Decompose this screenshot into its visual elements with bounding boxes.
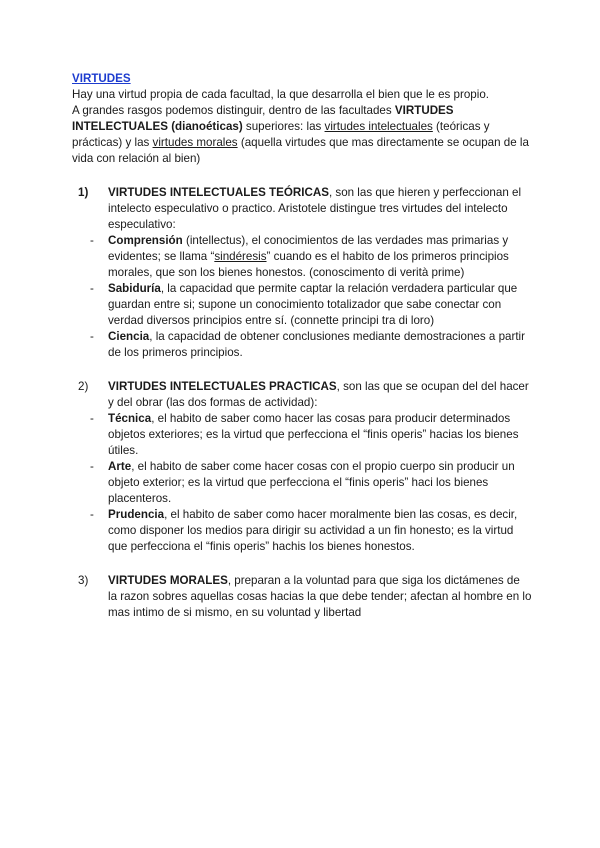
item-underlined: sindéresis <box>214 250 267 263</box>
section-title: VIRTUDES INTELECTUALES PRACTICAS <box>108 380 337 393</box>
section-heading <box>72 185 532 233</box>
section-heading <box>72 573 532 621</box>
bullet-dash: - <box>90 412 94 425</box>
intro-line-1 <box>72 87 532 103</box>
bullet-dash: - <box>90 282 94 295</box>
list-item <box>72 281 532 329</box>
section-teoricas <box>72 185 532 361</box>
item-text: , el habito de saber come hacer cosas con el propio cuerpo sin producir un objeto exterior; es la virtud que perfecciona el “finis operis” haci los bienes placenteros. <box>108 460 515 505</box>
item-term: Arte <box>108 460 132 473</box>
list-item <box>72 459 532 507</box>
intro-text: (aquella virtudes que mas directamente se ocupan de la vida con relación al bien) <box>72 136 529 165</box>
section-desc: , son las que hieren y perfeccionan el intelecto especulativo o practico. Aristotele distingue tres virtudes del intelecto especulativo: <box>108 186 522 231</box>
item-term: Comprensión <box>108 234 183 247</box>
section-number: 1) <box>78 186 89 199</box>
item-term: Técnica <box>108 412 152 425</box>
intro-text: Hay una virtud propia de cada facultad, la que desarrolla el bien que le es propio. <box>72 88 490 101</box>
intro-text: A grandes rasgos podemos distinguir, dentro de las facultades <box>72 104 395 117</box>
bullet-dash: - <box>90 330 94 343</box>
intro-text: superiores: las <box>242 120 325 133</box>
item-term: Sabiduría <box>108 282 161 295</box>
item-term: Ciencia <box>108 330 150 343</box>
item-text: , el habito de saber como hacer moralmente bien las cosas, es decir, como disponer los medios para dirigir su actividad a un fin honesto; es la virtud que perfecciona el “finis operis” hachis los bienes honestos. <box>108 508 518 553</box>
list-item <box>72 411 532 459</box>
item-text: (intellectus), el conocimientos de las verdades mas primarias y evidentes; se llama “ <box>108 234 509 263</box>
item-text: , el habito de saber como hacer las cosas para producir determinados objetos exteriores; es la virtud que perfecciona el “finis operis” hacias los bienes útiles. <box>108 412 519 457</box>
list-item <box>72 329 532 361</box>
bullet-dash: - <box>90 508 94 521</box>
section-title: VIRTUDES INTELECTUALES TEÓRICAS <box>108 186 329 199</box>
intro-link-intelectuales: virtudes intelectuales <box>324 120 433 133</box>
section-practicas <box>72 379 532 555</box>
item-text: ” cuando es el habito de los primeros principios morales, que son los bienes honestos. (conoscimento di verità prime) <box>108 250 509 279</box>
list-item <box>72 507 532 555</box>
document-title: VIRTUDES <box>72 72 131 85</box>
intro-text: (teóricas y prácticas) y las <box>72 120 490 149</box>
item-text: , la capacidad que permite captar la relación verdadera particular que guardan entre si; supone un conocimiento totalizador que sabe conectar con verdad diversos principios entre sí. (connette principi tra di loro) <box>108 282 518 327</box>
intro-term-intelectuales: VIRTUDES INTELECTUALES (dianoéticas) <box>72 104 454 133</box>
section-heading <box>72 379 532 411</box>
section-desc: , son las que se ocupan del del hacer y del obrar (las dos formas de actividad): <box>108 380 529 409</box>
section-number: 3) <box>78 574 89 587</box>
item-text: , la capacidad de obtener conclusiones mediante demostraciones a partir de los primeros principios. <box>108 330 525 359</box>
list-item <box>72 233 532 281</box>
bullet-dash: - <box>90 234 94 247</box>
intro-link-morales: virtudes morales <box>152 136 238 149</box>
item-term: Prudencia <box>108 508 165 521</box>
document-body <box>72 71 532 621</box>
section-desc: , preparan a la voluntad para que siga los dictámenes de la razon sobres aquellas cosas hacias la que debe tender; afectan al hombre en lo mas intimo de si mismo, en su voluntad y libertad <box>108 574 532 619</box>
intro-paragraph <box>72 103 532 167</box>
section-morales <box>72 573 532 621</box>
section-number: 2) <box>78 380 89 393</box>
section-title: VIRTUDES MORALES <box>108 574 228 587</box>
bullet-dash: - <box>90 460 94 473</box>
